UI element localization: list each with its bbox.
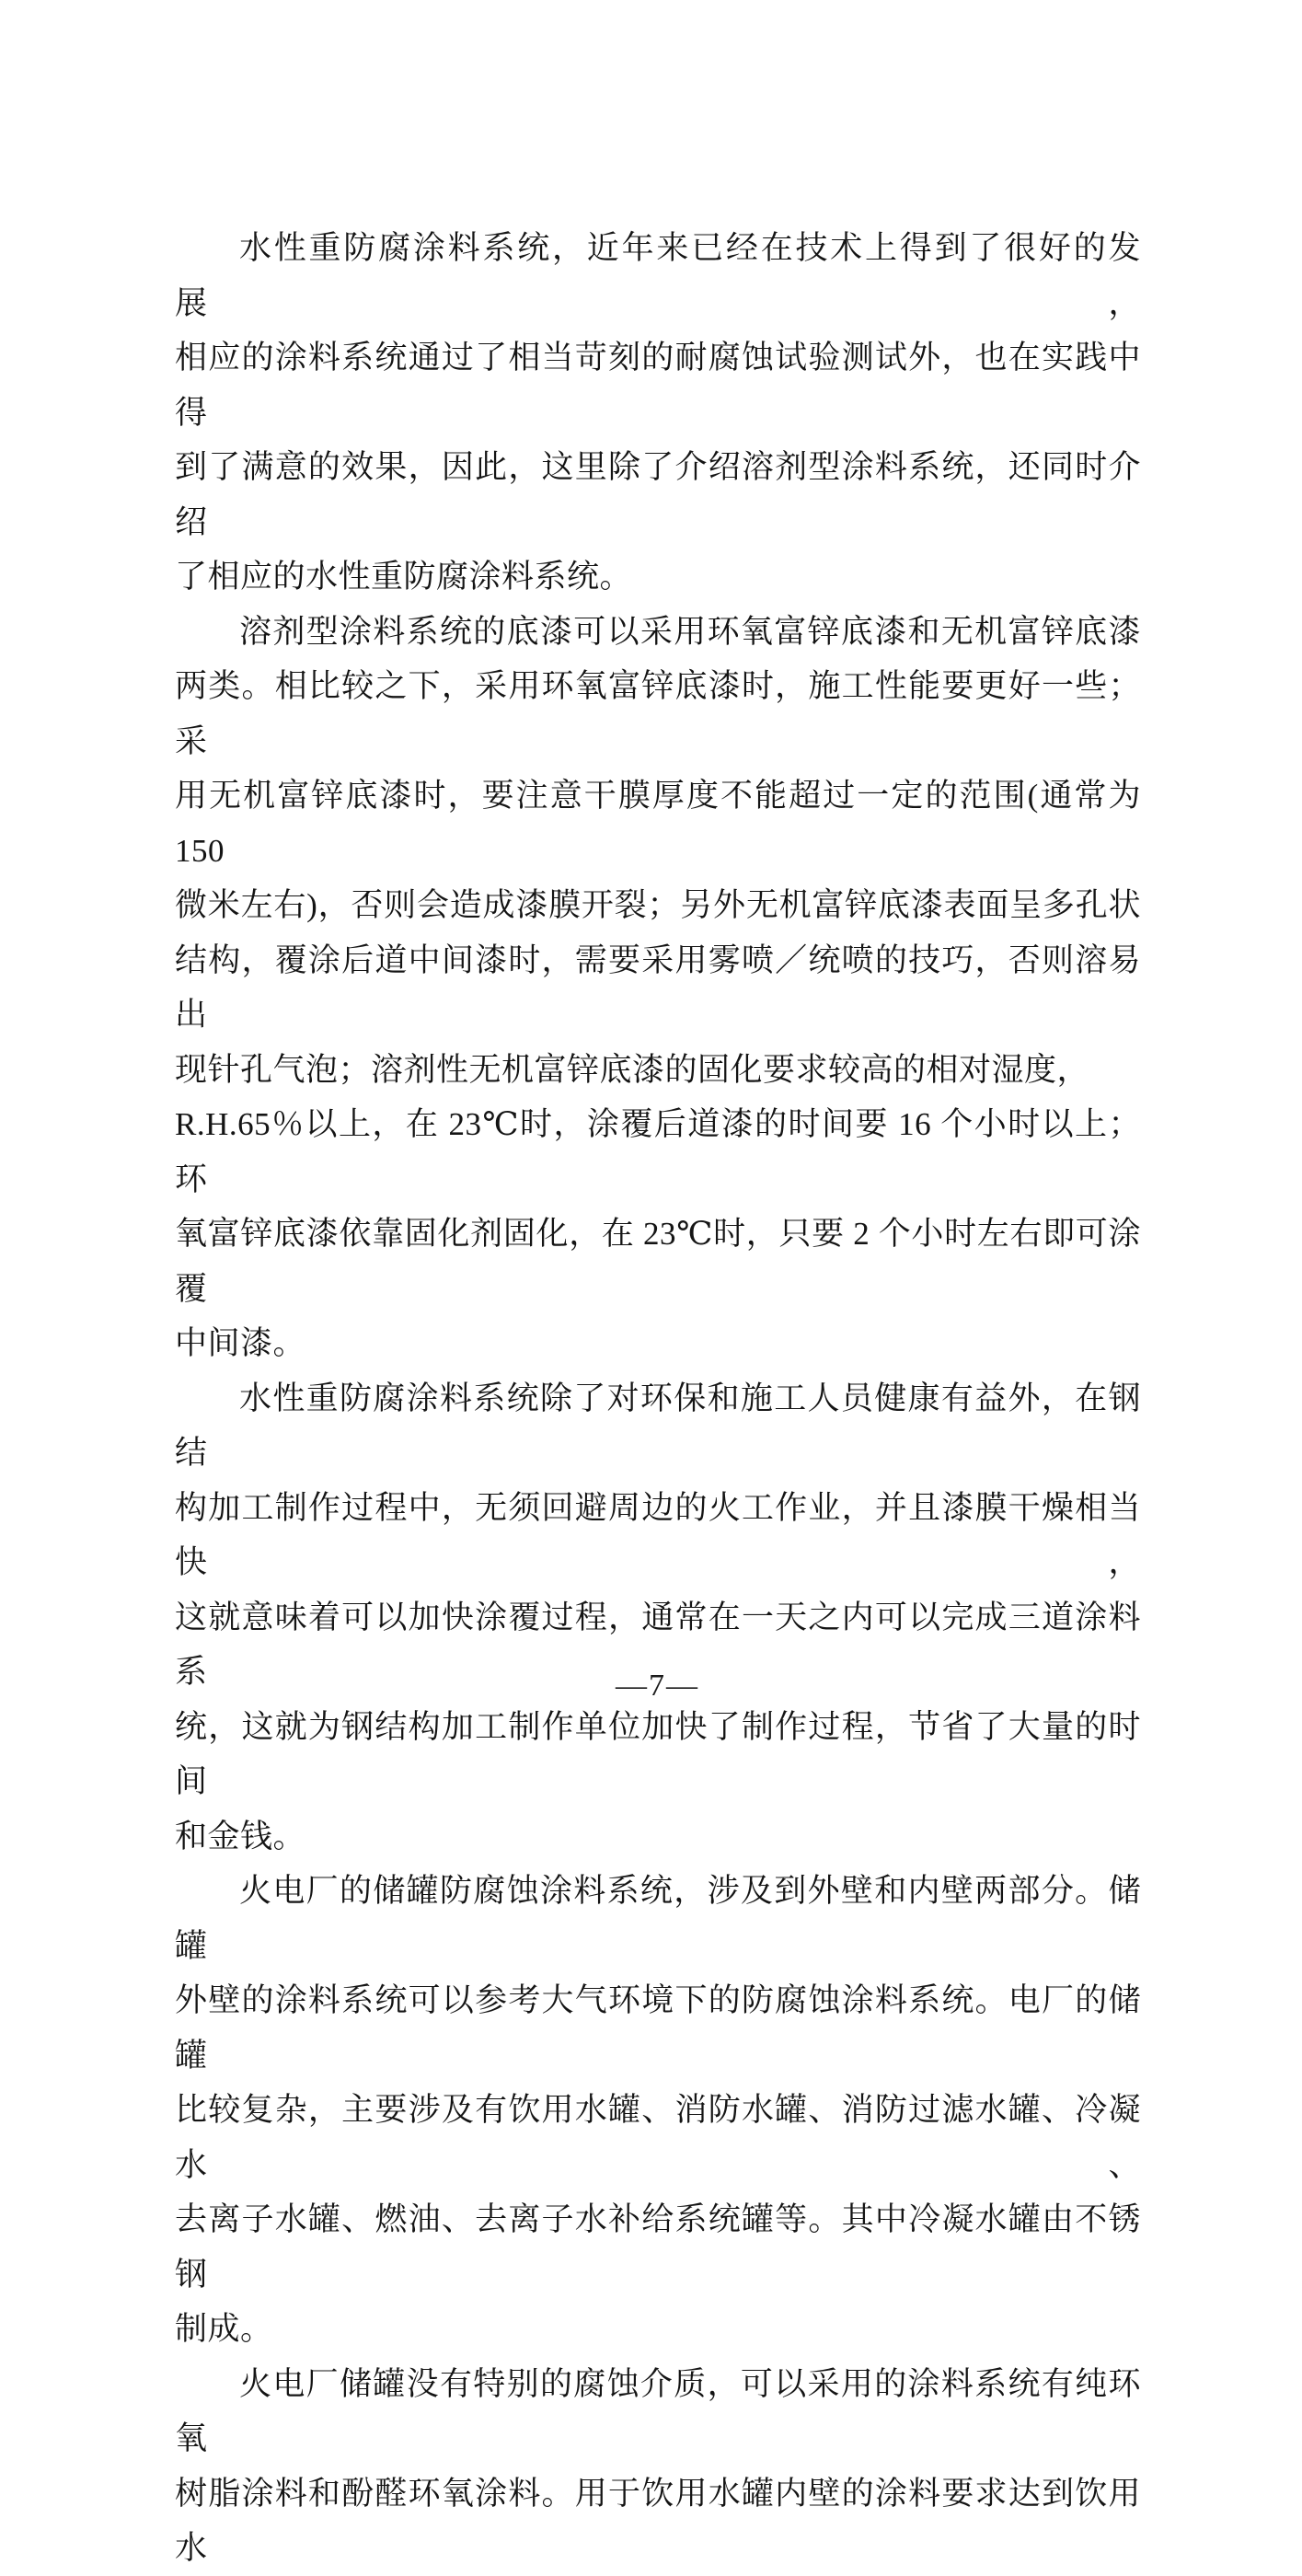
- page-footer: [0, 1668, 1302, 1704]
- text-line: 树脂涂料和酚醛环氧涂料。用于饮用水罐内壁的涂料要求达到饮用水: [175, 2475, 1141, 2566]
- text-line: 现针孔气泡；溶剂性无机富锌底漆的固化要求较高的相对湿度，: [175, 1051, 1090, 1088]
- text-line: 两类。相比较之下，采用环氧富锌底漆时，施工性能要更好一些；采: [175, 668, 1141, 759]
- text-line: 中间漆。: [175, 1325, 306, 1361]
- text-line: R.H.65％以上，在 23℃时，涂覆后道漆的时间要 16 个小时以上；环: [175, 1106, 1141, 1197]
- text-line: 火电厂的储罐防腐蚀涂料系统，涉及到外壁和内壁两部分。储罐: [175, 1873, 1141, 1964]
- text-line: 这就意味着可以加快涂覆过程，通常在一天之内可以完成三道涂料系: [175, 1599, 1141, 1690]
- text-line: 用无机富锌底漆时，要注意干膜厚度不能超过一定的范围(通常为 150: [175, 778, 1141, 869]
- text-line: 去离子水罐、燃油、去离子水补给系统罐等。其中冷凝水罐由不锈钢: [175, 2201, 1141, 2293]
- text-line: 溶剂型涂料系统的底漆可以采用环氧富锌底漆和无机富锌底漆: [239, 613, 1141, 650]
- text-line: 了相应的水性重防腐涂料系统。: [175, 559, 633, 595]
- text-line: 火电厂储罐没有特别的腐蚀介质，可以采用的涂料系统有纯环氧: [175, 2365, 1141, 2456]
- page-number: —7—: [616, 1669, 699, 1703]
- text-line: 和金钱。: [175, 1818, 306, 1854]
- text-line: 相应的涂料系统通过了相当苛刻的耐腐蚀试验测试外，也在实践中得: [175, 340, 1141, 431]
- text-line: 结构，覆涂后道中间漆时，需要采用雾喷／统喷的技巧，否则溶易出: [175, 941, 1141, 1033]
- text-line: 外壁的涂料系统可以参考大气环境下的防腐蚀涂料系统。电厂的储罐: [175, 1982, 1141, 2074]
- text-line: 氧富锌底漆依靠固化剂固化，在 23℃时，只要 2 个小时左右即可涂覆: [175, 1216, 1141, 1307]
- text-line: 微米左右)，否则会造成漆膜开裂；另外无机富锌底漆表面呈多孔状: [175, 887, 1141, 923]
- text-line: 统，这就为钢结构加工制作单位加快了制作过程，节省了大量的时间: [175, 1708, 1141, 1799]
- document-body: [175, 221, 1141, 2576]
- text-line: 水性重防腐涂料系统，近年来已经在技术上得到了很好的发展，: [175, 230, 1141, 321]
- text-line: 到了满意的效果，因此，这里除了介绍溶剂型涂料系统，还同时介绍: [175, 449, 1141, 540]
- text-line: 制成。: [175, 2311, 273, 2347]
- text-line: 水性重防腐涂料系统除了对环保和施工人员健康有益外，在钢结: [175, 1380, 1141, 1471]
- text-line: 比较复杂，主要涉及有饮用水罐、消防水罐、消防过滤水罐、冷凝水、: [175, 2092, 1141, 2183]
- text-line: 构加工制作过程中，无须回避周边的火工作业，并且漆膜干燥相当快，: [175, 1489, 1141, 1580]
